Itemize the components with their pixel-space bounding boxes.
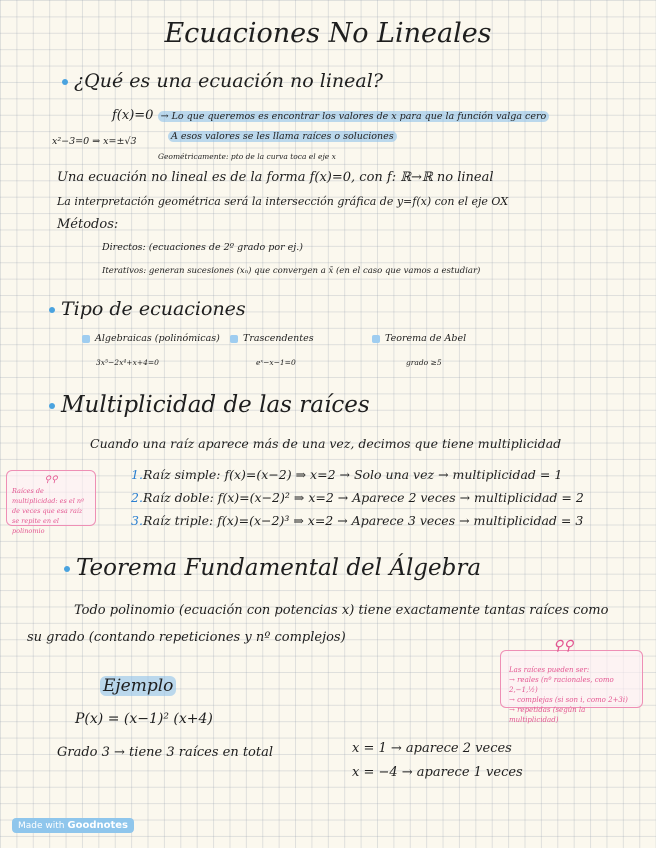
type-abel: Teorema de Abel — [372, 333, 466, 344]
square-bullet-icon — [230, 335, 238, 343]
interpretation-line: La interpretación geométrica será la intersección gráfica de y=f(x) con el eje OX — [57, 195, 509, 208]
section-heading-text: Teorema Fundamental del Álgebra — [76, 555, 482, 581]
section-heading-fundamental-theorem — [64, 555, 481, 581]
fx-zero-note: → Lo que queremos es encontrar los valores de x para que la función valga cero — [158, 111, 550, 122]
page-title: Ecuaciones No Lineales — [164, 18, 492, 49]
multiplicity-side-note: ⚲⚲ Raíces de multiplicidad: es el nº de veces que esa raíz se repite en el polinomio — [6, 470, 96, 526]
theorem-line-1: Todo polinomio (ecuación con potencias x) tiene exactamente tantas raíces como — [74, 603, 609, 618]
section-heading-types — [49, 298, 246, 320]
direct-methods: Directos: (ecuaciones de 2º grado por ej.) — [102, 242, 303, 253]
example-root-2: x = −4 → aparece 1 veces — [352, 765, 523, 780]
pins-icon: ⚲⚲ — [44, 475, 58, 485]
type-algebraic: Algebraicas (polinómicas) — [82, 333, 220, 344]
pins-icon: ⚲⚲ — [553, 638, 574, 654]
roots-note: A esos valores se les llama raíces o soluciones — [168, 131, 397, 142]
square-bullet-icon — [372, 335, 380, 343]
type-algebraic-example: 3x⁵−2x⁴+x+4=0 — [96, 358, 159, 367]
bullet-icon — [49, 403, 55, 409]
multiplicity-item-3: 3.Raíz triple: f(x)=(x−2)³ ⇒ x=2 → Aparece 3 veces → multiplicidad = 3 — [131, 513, 584, 528]
section-heading-text: Tipo de ecuaciones — [61, 298, 246, 320]
multiplicity-item-1: 1.Raíz simple: f(x)=(x−2) ⇒ x=2 → Solo una vez → multiplicidad = 1 — [131, 467, 563, 482]
definition-line: Una ecuación no lineal es de la forma f(x)=0, con f: ℝ→ℝ no lineal — [57, 170, 494, 185]
methods-label: Métodos: — [57, 217, 119, 232]
type-abel-example: grado ≥5 — [406, 358, 442, 367]
bullet-icon — [49, 307, 55, 313]
square-bullet-icon — [82, 335, 90, 343]
multiplicity-item-2: 2.Raíz doble: f(x)=(x−2)² ⇒ x=2 → Aparece 2 veces → multiplicidad = 2 — [131, 490, 584, 505]
root-types-side-note: ⚲⚲ Las raíces pueden ser: → reales (nº racionales, como 2,−1,½) → complejas (si son i, como 2+3i) → repetidas (según la multiplicidad) — [500, 650, 643, 708]
iterative-methods: Iterativos: generan sucesiones (xₙ) que convergen a x̄ (en el caso que vamos a estudiar) — [102, 266, 481, 276]
example-root-1: x = 1 → aparece 2 veces — [352, 741, 512, 756]
section-heading-text: ¿Qué es una ecuación no lineal? — [74, 70, 383, 92]
fx-zero: f(x)=0 — [112, 108, 154, 123]
type-transcendental-example: eˣ−x−1=0 — [256, 358, 296, 367]
type-transcendental: Trascendentes — [230, 333, 314, 344]
goodnotes-badge: Made with Goodnotes — [12, 818, 134, 833]
example-label: Ejemplo — [100, 676, 176, 696]
example-degree: Grado 3 → tiene 3 raíces en total — [57, 745, 274, 760]
section-heading-multiplicity — [49, 392, 370, 418]
section-heading-text: Multiplicidad de las raíces — [61, 392, 370, 418]
bullet-icon — [64, 566, 70, 572]
multiplicity-intro: Cuando una raíz aparece más de una vez, decimos que tiene multiplicidad — [90, 436, 562, 451]
example-polynomial: P(x) = (x−1)² (x+4) — [75, 711, 213, 727]
section-heading-what-is — [62, 70, 383, 92]
bullet-icon — [62, 79, 68, 85]
example-sqrt3: x²−3=0 ⇒ x=±√3 — [52, 136, 137, 147]
fx-zero-line — [112, 108, 549, 123]
theorem-line-2: su grado (contando repeticiones y nº complejos) — [27, 630, 346, 645]
geometric-note: Geométricamente: pto de la curva toca el eje x — [158, 152, 336, 161]
